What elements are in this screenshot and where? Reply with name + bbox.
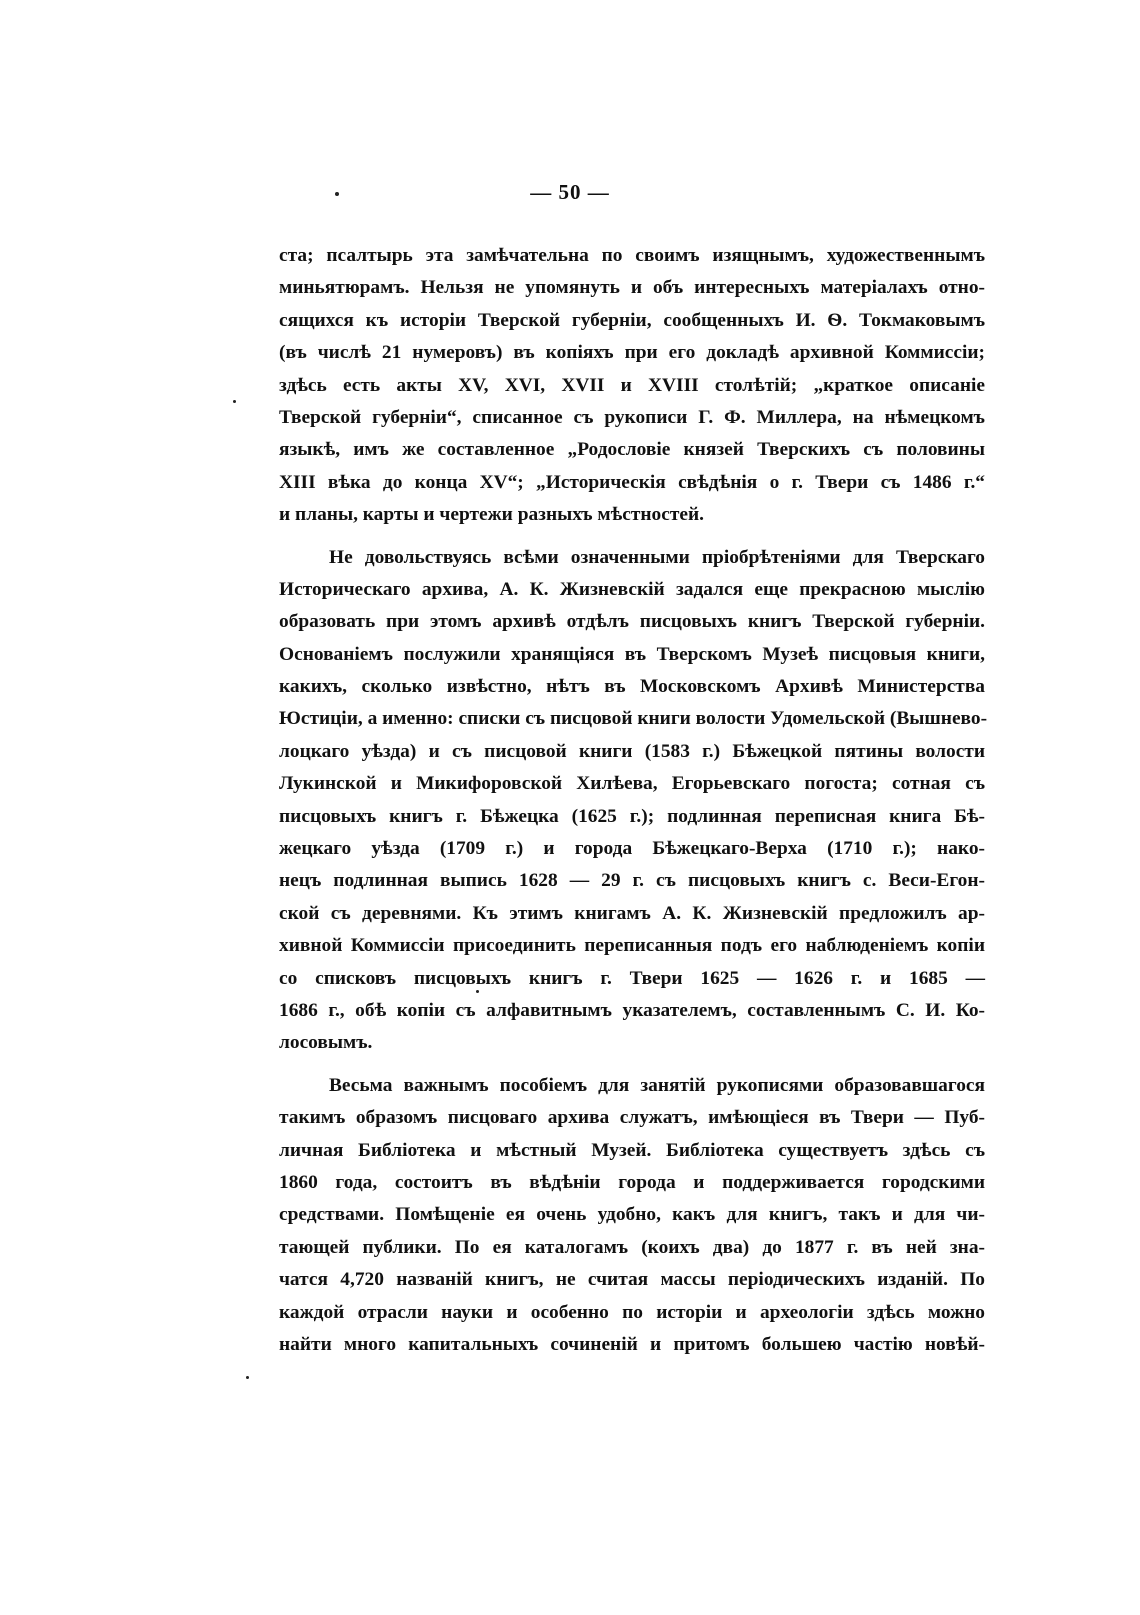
paragraph-3 (279, 1070, 985, 1362)
text-line: Историческаго архива, А. К. Жизневскій задался еще прекрасною мыслію (279, 578, 985, 600)
text-line: Юстиціи, а именно: списки съ писцовой книги волости Удомельской (Вышнево- (279, 708, 988, 730)
paragraph-2 (279, 542, 988, 1060)
text-line: 1860 года, состоитъ въ вѣдѣніи города и поддерживается городскими (279, 1171, 985, 1193)
paragraph-1 (279, 240, 985, 532)
text-line: Не довольствуясь всѣми означенными пріобрѣтеніями для Тверскаго (329, 546, 985, 568)
text-line: тающей публики. По ея каталогамъ (коихъ два) до 1877 г. въ ней зна- (279, 1236, 985, 1258)
text-line: сящихся къ исторіи Тверской губерніи, сообщенныхъ И. Ѳ. Токмаковымъ (279, 309, 985, 331)
text-line: Лукинской и Микифоровской Хилѣева, Егорьевскаго погоста; сотная съ (279, 773, 985, 795)
text-line: средствами. Помѣщеніе ея очень удобно, какъ для книгъ, такъ и для чи- (279, 1204, 985, 1226)
text-line: личная Библіотека и мѣстный Музей. Библіотека существуетъ здѣсь съ (279, 1139, 985, 1161)
text-line: (въ числѣ 21 нумеровъ) въ копіяхъ при его докладѣ архивной Коммиссіи; (279, 342, 985, 364)
text-line: ста; псалтырь эта замѣчательна по своимъ изящнымъ, художественнымъ (279, 245, 985, 266)
text-line: такимъ образомъ писцоваго архива служатъ, имѣющіеся въ Твери — Пуб- (279, 1107, 985, 1129)
text-line: лосовымъ. (279, 1032, 373, 1054)
page-number: — 50 — (530, 180, 610, 204)
text-line: Весьма важнымъ пособіемъ для занятій рукописями образовавшагося (329, 1074, 985, 1096)
text-line: нецъ подлинная выпись 1628 — 29 г. съ писцовыхъ книгъ с. Веси-Егон- (279, 870, 985, 892)
text-line: какихъ, сколько извѣстно, нѣтъ въ Московскомъ Архивѣ Министерства (279, 676, 985, 698)
body-text (279, 240, 988, 1361)
text-line: со списковъ писцовыхъ книгъ г. Твери 1625 — 1626 г. и 1685 — (279, 967, 985, 989)
text-line: лоцкаго уѣзда) и съ писцовой книги (1583 г.) Бѣжецкой пятины волости (279, 740, 985, 762)
print-speck (246, 1376, 249, 1379)
text-line: XIII вѣка до конца XV“; „Историческія свѣдѣнія о г. Твери съ 1486 г.“ (279, 471, 985, 493)
print-speck (233, 400, 236, 403)
text-line: хивной Коммиссіи присоединить переписанныя подъ его наблюденіемъ копіи (279, 935, 985, 957)
text-line: писцовыхъ книгъ г. Бѣжецка (1625 г.); подлинная переписная книга Бѣ- (279, 805, 985, 827)
text-line: найти много капитальныхъ сочиненій и притомъ большею частію новѣй- (279, 1333, 985, 1355)
text-line: ской съ деревнями. Къ этимъ книгамъ А. К. Жизневскій предложилъ ар- (279, 902, 985, 924)
text-line: жецкаго уѣзда (1709 г.) и города Бѣжецкаго-Верха (1710 г.); нако- (279, 838, 985, 860)
text-line: образовать при этомъ архивѣ отдѣлъ писцовыхъ книгъ Тверской губерніи. (279, 611, 985, 633)
text-line: чатся 4,720 названій книгъ, не считая массы періодическихъ изданій. По (279, 1269, 985, 1291)
text-line: 1686 г., обѣ копіи съ алфавитнымъ указателемъ, составленнымъ С. И. Ко- (279, 999, 985, 1021)
text-line: и планы, карты и чертежи разныхъ мѣстностей. (279, 504, 704, 526)
text-line: миньятюрамъ. Нельзя не упомянуть и объ интересныхъ матеріалахъ отно- (279, 277, 985, 299)
text-line: каждой отрасли науки и особенно по исторіи и археологіи здѣсь можно (279, 1301, 985, 1323)
print-speck (335, 192, 339, 196)
text-line: Основаніемъ послужили хранящіяся въ Тверскомъ Музеѣ писцовыя книги, (279, 643, 985, 665)
text-line: языкѣ, имъ же составленное „Родословіе князей Тверскихъ съ половины (279, 439, 985, 461)
text-line: здѣсь есть акты XV, XVI, XVII и XVIII столѣтій; „краткое описаніе (279, 374, 985, 396)
text-line: Тверской губерніи“, списанное съ рукописи Г. Ф. Миллера, на нѣмецкомъ (279, 406, 985, 428)
